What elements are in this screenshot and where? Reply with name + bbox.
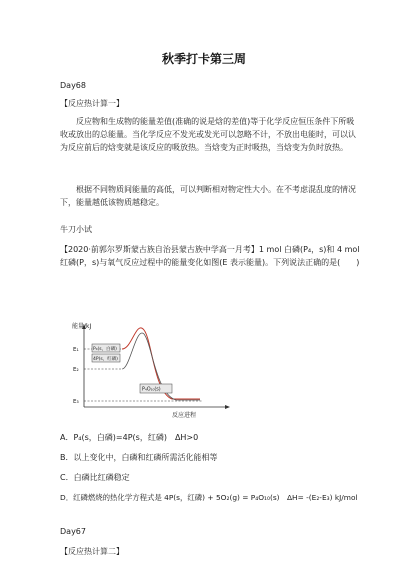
energy-diagram-svg — [72, 322, 232, 419]
option-d: D．红磷燃烧的热化学方程式是 4P(s，红磷) + 5O₂(g) = P₄O₁₀(s) ΔH= -(E₂-E₃) kJ/mol — [60, 493, 358, 502]
option-c: C．白磷比红磷稳定 — [60, 473, 130, 482]
option-b: B．以上变化中，白磷和红磷所需活化能相等 — [60, 453, 218, 462]
white-p-label: P₄(s，白磷) — [93, 347, 117, 352]
x-axis-arrow — [225, 405, 230, 409]
paragraph-1: 反应物和生成物的能量差值(准确的说是焓的差值)等于化学反应恒压条件下所吸收或放出的总能量。当化学反应不发光或发光可以忽略不计，不放出电能时，可以认为反应前后的焓变就是该反应的吸放热。当焓变为正时吸热，当焓变为负时放热。 — [60, 117, 356, 152]
page-title: 秋季打卡第三周 — [161, 52, 246, 66]
red-p-label: 4P(s，红磷) — [93, 357, 118, 362]
product-label: P₄O₁₀(s) — [142, 387, 161, 393]
section2-heading: 【反应热计算二】 — [60, 547, 124, 556]
option-a: A．P₄(s，白磷)=4P(s，红磷) ΔH>0 — [60, 433, 199, 442]
x-axis-label: 反应进程 — [172, 412, 197, 419]
e2-label: E₂ — [73, 367, 79, 373]
practice-label: 牛刀小试 — [60, 225, 92, 234]
energy-diagram — [72, 322, 232, 419]
section1-heading: 【反应热计算一】 — [60, 99, 124, 108]
e1-label: E₁ — [73, 347, 79, 353]
y-axis-label: 能量/kJ — [72, 323, 92, 330]
day68-label: Day68 — [60, 81, 86, 90]
paragraph-2: 根据不同物质间能量的高低，可以判断相对物定性大小。在不考虑混乱度的情况下，能量越低该物质越稳定。 — [60, 185, 356, 207]
e3-label: E₃ — [73, 399, 79, 405]
day67-label: Day67 — [60, 527, 86, 536]
question-text: 【2020·前郭尔罗斯蒙古族自治县蒙古族中学高一月考】1 mol 白磷(P₄，s)和 4 mol 红磷(P，s)与氧气反应过程中的能量变化如图(E 表示能量)。下列说法正确的是( ) — [60, 245, 360, 267]
